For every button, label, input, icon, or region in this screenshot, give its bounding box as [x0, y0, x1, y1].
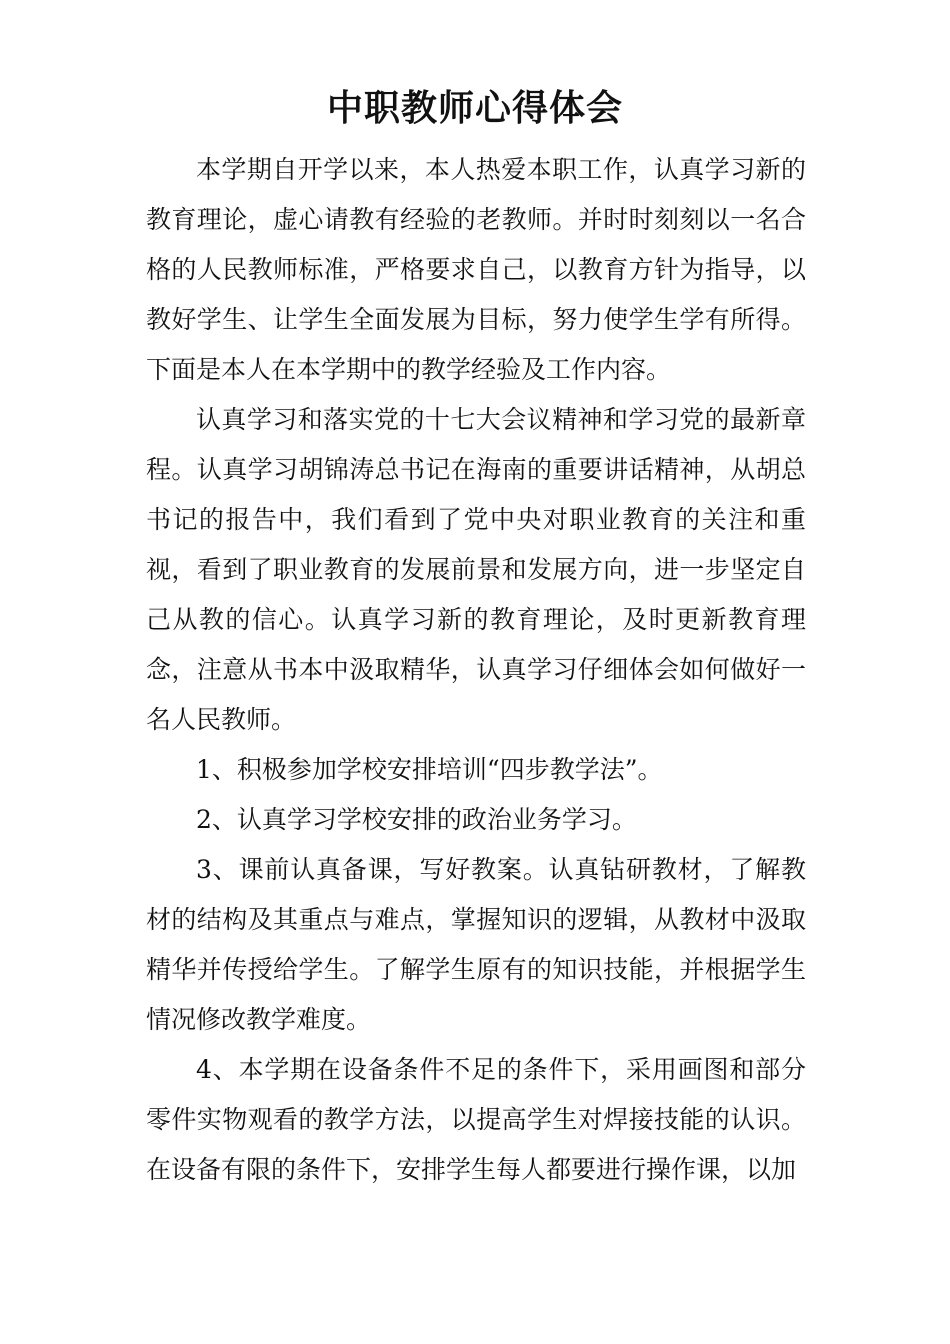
paragraph-item-3: 3、课前认真备课，写好教案。认真钻研教材，了解教材的结构及其重点与难点，掌握知识的逻辑，从教材中汲取精华并传授给学生。了解学生原有的知识技能，并根据学生情况修改教学难度。 [146, 855, 806, 1034]
paragraph-item-2: 2、认真学习学校安排的政治业务学习。 [196, 805, 637, 834]
document-body [146, 145, 806, 1195]
paragraph-intro: 本学期自开学以来，本人热爱本职工作，认真学习新的教育理论，虚心请教有经验的老教师。并时时刻刻以一名合格的人民教师标准，严格要求自己，以教育方针为指导，以教好学生、让学生全面发展为目标，努力使学生学有所得。下面是本人在本学期中的教学经验及工作内容。 [146, 155, 806, 384]
paragraph-study: 认真学习和落实党的十七大会议精神和学习党的最新章程。认真学习胡锦涛总书记在海南的重要讲话精神，从胡总书记的报告中，我们看到了党中央对职业教育的关注和重视，看到了职业教育的发展前景和发展方向，进一步坚定自己从教的信心。认真学习新的教育理论，及时更新教育理念，注意从书本中汲取精华，认真学习仔细体会如何做好一名人民教师。 [146, 405, 806, 734]
paragraph-item-4: 4、本学期在设备条件不足的条件下，采用画图和部分零件实物观看的教学方法，以提高学生对焊接技能的认识。在设备有限的条件下，安排学生每人都要进行操作课，以加 [146, 1055, 806, 1184]
document-title: 中职教师心得体会 [326, 87, 623, 129]
paragraph-item-1: 1、积极参加学校安排培训“四步教学法”。 [196, 755, 663, 784]
